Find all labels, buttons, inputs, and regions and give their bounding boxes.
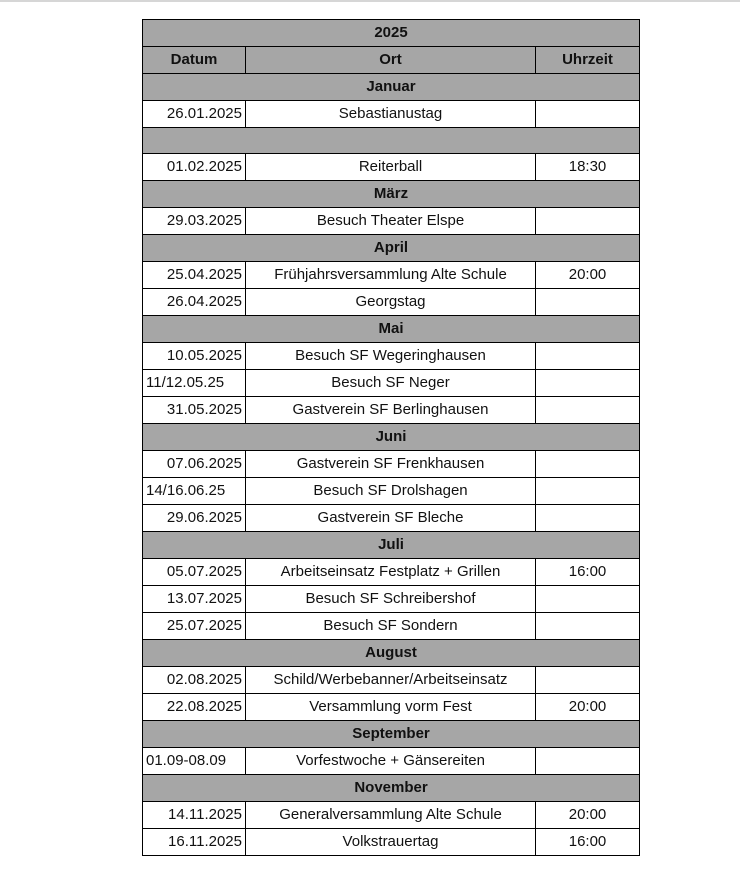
event-date-cell: 01.02.2025: [143, 154, 246, 181]
event-time-cell: [536, 343, 640, 370]
event-date-cell: 29.06.2025: [143, 505, 246, 532]
event-place-cell: Georgstag: [246, 289, 536, 316]
event-place-cell: Besuch SF Sondern: [246, 613, 536, 640]
table-row: [143, 262, 640, 289]
event-date-cell: 14/16.06.25: [143, 478, 246, 505]
event-time-cell: 18:30: [536, 154, 640, 181]
event-time-cell: [536, 505, 640, 532]
event-date-cell: 26.01.2025: [143, 101, 246, 128]
event-place-cell: Arbeitseinsatz Festplatz + Grillen: [246, 559, 536, 586]
event-time-cell: 20:00: [536, 694, 640, 721]
event-time-cell: 16:00: [536, 559, 640, 586]
event-place-cell: Reiterball: [246, 154, 536, 181]
event-date-cell: 07.06.2025: [143, 451, 246, 478]
year-header-row: [143, 20, 640, 47]
month-header: März: [143, 181, 640, 208]
table-row: [143, 559, 640, 586]
event-date-cell: 14.11.2025: [143, 802, 246, 829]
event-place-cell: Besuch SF Schreibershof: [246, 586, 536, 613]
event-place-cell: Besuch SF Wegeringhausen: [246, 343, 536, 370]
month-header: September: [143, 721, 640, 748]
event-date-cell: 02.08.2025: [143, 667, 246, 694]
event-time-cell: [536, 101, 640, 128]
month-header: [143, 128, 640, 154]
date-column-header: Datum: [143, 47, 246, 74]
time-column-header: Uhrzeit: [536, 47, 640, 74]
event-place-cell: Versammlung vorm Fest: [246, 694, 536, 721]
event-place-cell: Gastverein SF Berlinghausen: [246, 397, 536, 424]
month-header-row: [143, 181, 640, 208]
table-row: [143, 586, 640, 613]
table-row: [143, 289, 640, 316]
event-time-cell: 16:00: [536, 829, 640, 856]
month-header-row: [143, 235, 640, 262]
table-row: [143, 101, 640, 128]
table-row: [143, 748, 640, 775]
event-date-cell: 22.08.2025: [143, 694, 246, 721]
event-date-cell: 05.07.2025: [143, 559, 246, 586]
event-time-cell: [536, 451, 640, 478]
month-header-row: [143, 424, 640, 451]
month-header-row: [143, 721, 640, 748]
month-header: Mai: [143, 316, 640, 343]
event-date-cell: 11/12.05.25: [143, 370, 246, 397]
month-header-row: [143, 128, 640, 154]
event-place-cell: Besuch Theater Elspe: [246, 208, 536, 235]
month-header: August: [143, 640, 640, 667]
month-header: Januar: [143, 74, 640, 101]
event-date-cell: 25.07.2025: [143, 613, 246, 640]
event-place-cell: Schild/Werbebanner/Arbeitseinsatz: [246, 667, 536, 694]
event-time-cell: [536, 370, 640, 397]
month-header-row: [143, 532, 640, 559]
table-row: [143, 154, 640, 181]
event-date-cell: 31.05.2025: [143, 397, 246, 424]
month-header: Juni: [143, 424, 640, 451]
event-date-cell: 10.05.2025: [143, 343, 246, 370]
table-row: [143, 451, 640, 478]
event-date-cell: 29.03.2025: [143, 208, 246, 235]
event-schedule-table: [142, 19, 640, 856]
table-row: [143, 478, 640, 505]
month-header: Juli: [143, 532, 640, 559]
event-time-cell: [536, 208, 640, 235]
month-header-row: [143, 74, 640, 101]
month-header: November: [143, 775, 640, 802]
month-header-row: [143, 775, 640, 802]
event-time-cell: 20:00: [536, 262, 640, 289]
table-row: [143, 208, 640, 235]
event-place-cell: Generalversammlung Alte Schule: [246, 802, 536, 829]
event-place-cell: Volkstrauertag: [246, 829, 536, 856]
event-place-cell: Vorfestwoche + Gänsereiten: [246, 748, 536, 775]
table-row: [143, 802, 640, 829]
month-header-row: [143, 316, 640, 343]
event-time-cell: 20:00: [536, 802, 640, 829]
year-header: 2025: [143, 20, 640, 47]
event-place-cell: Gastverein SF Bleche: [246, 505, 536, 532]
event-date-cell: 13.07.2025: [143, 586, 246, 613]
table-row: [143, 829, 640, 856]
event-time-cell: [536, 478, 640, 505]
event-place-cell: Sebastianustag: [246, 101, 536, 128]
event-date-cell: 26.04.2025: [143, 289, 246, 316]
table-row: [143, 613, 640, 640]
place-column-header: Ort: [246, 47, 536, 74]
event-place-cell: Besuch SF Neger: [246, 370, 536, 397]
table-row: [143, 397, 640, 424]
table-row: [143, 667, 640, 694]
event-date-cell: 01.09-08.09: [143, 748, 246, 775]
column-header-row: [143, 47, 640, 74]
event-date-cell: 25.04.2025: [143, 262, 246, 289]
event-time-cell: [536, 289, 640, 316]
event-place-cell: Frühjahrsversammlung Alte Schule: [246, 262, 536, 289]
top-border-line: [0, 0, 740, 2]
event-time-cell: [536, 667, 640, 694]
event-time-cell: [536, 586, 640, 613]
month-header-row: [143, 640, 640, 667]
event-place-cell: Besuch SF Drolshagen: [246, 478, 536, 505]
table-row: [143, 343, 640, 370]
table-row: [143, 694, 640, 721]
month-header: April: [143, 235, 640, 262]
event-date-cell: 16.11.2025: [143, 829, 246, 856]
table-row: [143, 505, 640, 532]
event-time-cell: [536, 613, 640, 640]
event-time-cell: [536, 397, 640, 424]
event-place-cell: Gastverein SF Frenkhausen: [246, 451, 536, 478]
event-time-cell: [536, 748, 640, 775]
table-row: [143, 370, 640, 397]
